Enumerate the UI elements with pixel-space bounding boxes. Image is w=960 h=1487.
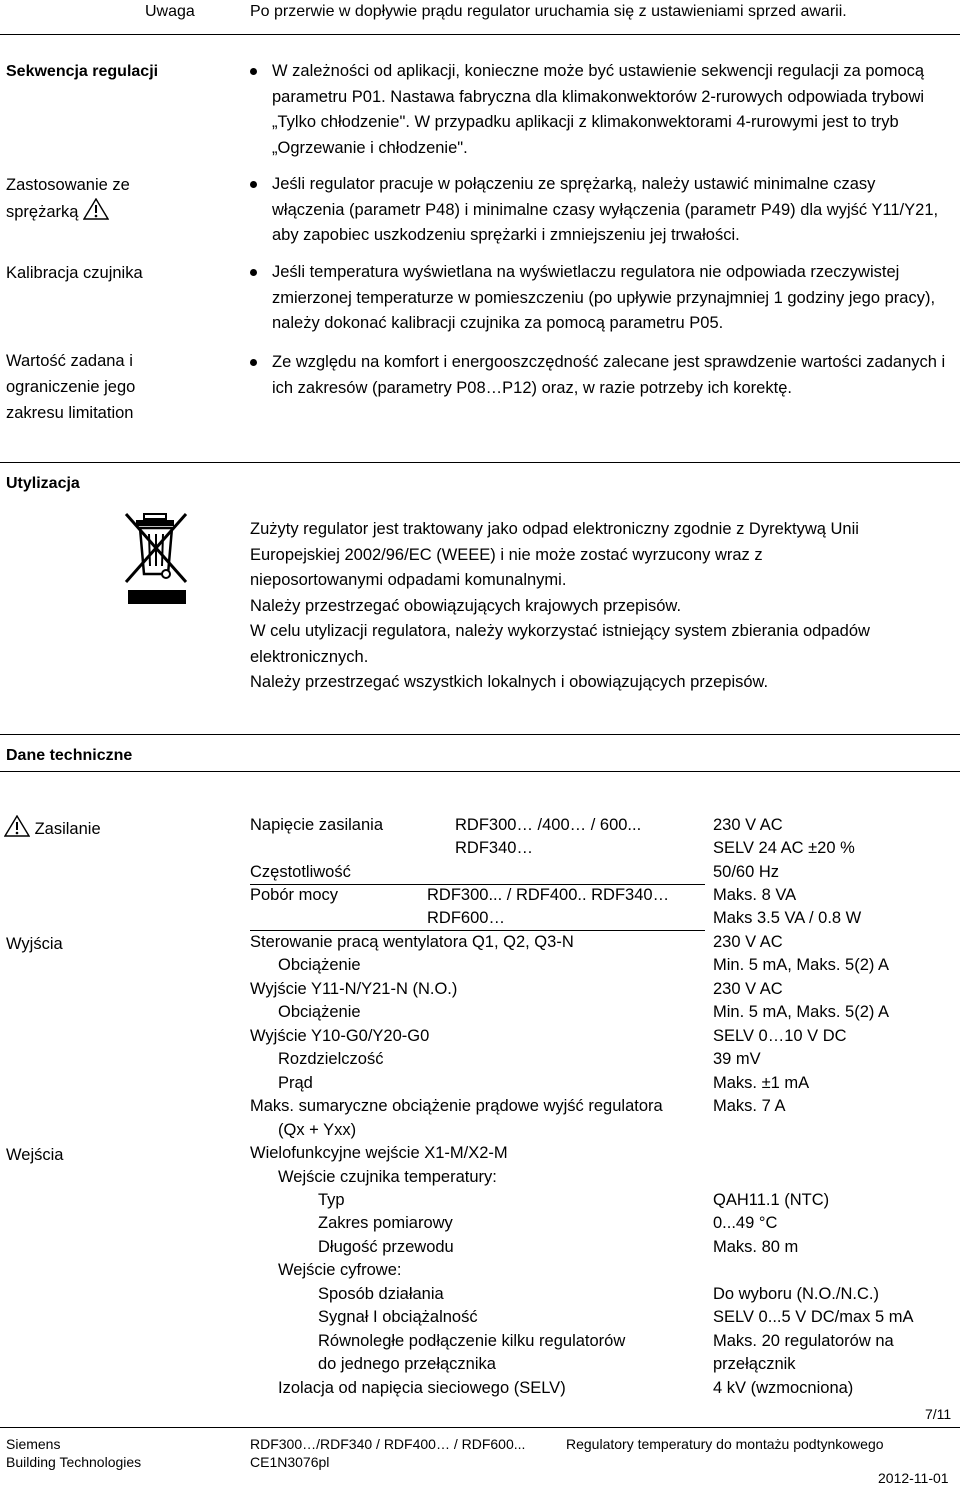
warning-icon [83,198,109,220]
spec-label: Zakres pomiarowy [318,1214,453,1232]
spec-model: RDF300... / RDF400.. RDF340… [427,886,670,904]
spec-label: Obciążenie [278,1003,361,1021]
spec-value: 4 kV (wzmocniona) [713,1379,854,1397]
spec-value: 230 V AC [713,980,783,998]
section-heading-utylizacja: Utylizacja [6,475,80,492]
spec-label: Równoległe podłączenie kilku regulatorów [318,1332,626,1350]
spec-model: RDF300… /400… / 600... [455,816,642,834]
spec-label: Prąd [278,1074,313,1092]
spec-label: Wejście czujnika temperatury: [278,1168,497,1186]
side-label-wyjscia: Wyjścia [6,935,63,953]
utylizacja-text: Zużyty regulator jest traktowany jako odpad elektroniczny zgodnie z Dyrektywą Unii Europejskiej 2002/96/EC (WEEE) i nie może zostać wyrzucony wraz z nieposortowanymi odpadami komunalnymi. Należy przestrzegać obowiązujących krajowych przepisów. W celu utylizacji regulatora, należy wykorzystać istniejący system zbierania odpadów elektronicznych. Należy przestrzegać wszystkich lokalnych i obowiązujących przepisów. [250,520,870,691]
footer-date: 2012-11-01 [878,1470,949,1486]
spec-value: Do wyboru (N.O./N.C.) [713,1285,879,1303]
footer-company: Siemens Building Technologies [6,1436,142,1470]
section-heading-sekwencja: Sekwencja regulacji [6,63,159,80]
page-number: 7/11 [925,1406,952,1422]
divider [0,1427,960,1428]
spec-label: Częstotliwość [250,863,351,881]
bullet-icon [250,68,257,75]
bullet-icon [250,181,257,188]
spec-label: Sygnał I obciążalność [318,1308,478,1326]
spec-value: SELV 0...5 V DC/max 5 mA [713,1308,914,1326]
side-label-kalibracja: Kalibracja czujnika [6,264,143,282]
spec-label: Sterowanie pracą wentylatora Q1, Q2, Q3-N [250,933,574,951]
spec-model: RDF600… [427,909,505,927]
spec-value: SELV 24 AC ±20 % [713,839,855,857]
spec-label: Wejście cyfrowe: [278,1261,402,1279]
spec-value: Maks. ±1 mA [713,1074,810,1092]
spec-label: Napięcie zasilania [250,816,383,834]
spec-label: (Qx + Yxx) [278,1121,357,1139]
side-label-wejscia: Wejścia [6,1146,64,1164]
spec-value: 230 V AC [713,933,783,951]
side-label-wartosc: Wartość zadana i ograniczenie jego zakresu limitation [6,352,136,422]
section-heading-dane: Dane techniczne [6,747,133,764]
footer-doc: RDF300…/RDF340 / RDF400… / RDF600... CE1N3076pl [250,1436,526,1470]
spec-label: Typ [318,1191,345,1209]
divider [0,771,960,772]
bullet-item: Ze względu na komfort i energooszczędność zalecane jest sprawdzenie wartości zadanych i ich zakresów (parametry P08…P12) oraz, w razie potrzeby ich korektę. [250,350,950,401]
spec-value: Min. 5 mA, Maks. 5(2) A [713,1003,890,1021]
spec-value: Maks 3.5 VA / 0.8 W [713,909,862,927]
spec-label: Rozdzielczość [278,1050,384,1068]
divider [0,734,960,735]
spec-value: Min. 5 mA, Maks. 5(2) A [713,956,890,974]
footer-title: Regulatory temperatury do montażu podtynkowego [566,1436,884,1452]
spec-label: Izolacja od napięcia sieciowego (SELV) [278,1379,566,1397]
spec-value: 0...49 °C [713,1214,778,1232]
side-label-sprezarka: Zastosowanie ze sprężarką [6,176,130,221]
spec-value: 230 V AC [713,816,783,834]
divider [0,462,960,463]
spec-label: Długość przewodu [318,1238,454,1256]
spec-value: QAH11.1 (NTC) [713,1191,830,1209]
bullet-item: W zależności od aplikacji, konieczne może być ustawienie sekwencji regulacji za pomocą parametru P01. Nastawa fabryczna dla klimakonwektorów 2-rurowych odpowiada trybowi „Tylko chłodzenie". W przypadku aplikacji z klimakonwektorami 4-rurowymi jest to tryb „Ogrzewanie i chłodzenie". [250,59,950,161]
spec-label: Wielofunkcyjne wejście X1-M/X2-M [250,1144,508,1162]
spec-model: RDF340… [455,839,533,857]
spec-value: SELV 0…10 V DC [713,1027,847,1045]
spec-value: Maks. 80 m [713,1238,799,1256]
spec-label: Obciążenie [278,956,361,974]
bullet-item: Jeśli regulator pracuje w połączeniu ze sprężarką, należy ustawić minimalne czasy włączenia (parametr P48) i minimalne czasy wyłączenia (parametr P49) dla wyjść Y11/Y21, aby zapobiec uszkodzeniu sprężarki i zmniejszeniu jej trwałości. [250,172,950,249]
spec-value: 50/60 Hz [713,863,780,881]
spec-label: Sposób działania [318,1285,444,1303]
warning-icon [4,815,30,837]
bullet-item: Jeśli temperatura wyświetlana na wyświetlaczu regulatora nie odpowiada rzeczywistej zmierzonej temperaturze w pomieszczeniu (po upływie przynajmniej 1 godziny jego pracy), należy dokonać kalibracji czujnika za pomocą parametru P05. [250,260,950,337]
weee-bin-icon [120,510,192,606]
spec-label: Wyjście Y11-N/Y21-N (N.O.) [250,980,458,998]
spec-label: do jednego przełącznika [318,1355,496,1373]
divider [0,34,960,35]
side-label-zasilanie: Zasilanie [4,815,101,839]
spec-label: Pobór mocy [250,886,339,904]
bullet-icon [250,269,257,276]
spec-value: Maks. 8 VA [713,886,797,904]
spec-value: 39 mV [713,1050,761,1068]
spec-value: Maks. 20 regulatorów na [713,1332,894,1350]
spec-value: Maks. 7 A [713,1097,786,1115]
spec-label: Wyjście Y10-G0/Y20-G0 [250,1027,430,1045]
note-label: Uwaga [145,3,195,20]
bullet-icon [250,359,257,366]
spec-label: Maks. sumaryczne obciążenie prądowe wyjść regulatora [250,1097,663,1115]
note-text: Po przerwie w dopływie prądu regulator uruchamia się z ustawieniami sprzed awarii. [250,3,847,20]
spec-value: przełącznik [713,1355,796,1373]
